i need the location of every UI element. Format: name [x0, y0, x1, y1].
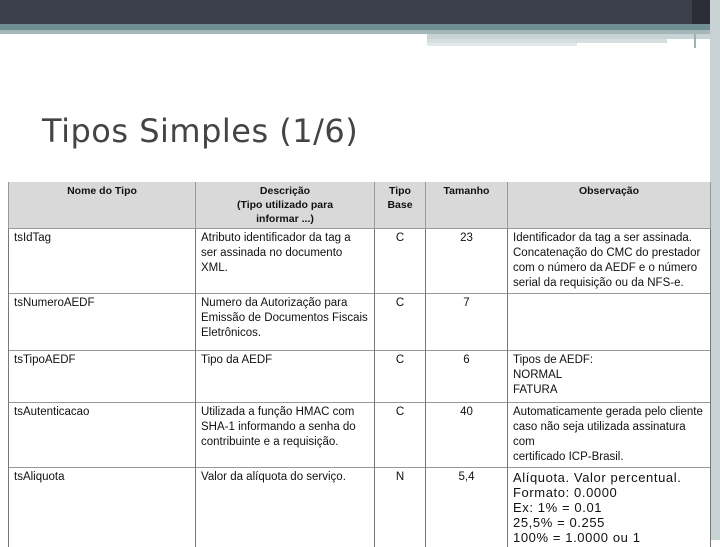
header-observacao: Observação [508, 182, 711, 229]
header-nome: Nome do Tipo [9, 182, 196, 229]
cell-descricao: Utilizada a função HMAC com SHA-1 informando a senha do contribuinte e a requisição. [196, 403, 375, 468]
cell-tamanho: 40 [426, 403, 508, 468]
table-header-row [9, 182, 711, 229]
header-tipo-base: Tipo Base [375, 182, 426, 229]
top-decoration-bar [0, 0, 720, 24]
decoration-accent [427, 43, 577, 46]
cell-observacao: Automaticamente gerada pelo cliente caso não seja utilizada assinatura com certificado ICP-Brasil. [508, 403, 711, 468]
table-row [9, 351, 711, 403]
table-row [9, 468, 711, 547]
table-row [9, 403, 711, 468]
cell-tipo-base: C [375, 351, 426, 403]
cell-nome: tsIdTag [9, 229, 196, 294]
slide-title: Tipos Simples (1/6) [42, 112, 358, 150]
cell-descricao: Numero da Autorização para Emissão de Documentos Fiscais Eletrônicos. [196, 294, 375, 351]
types-table [8, 182, 711, 547]
cell-tamanho: 23 [426, 229, 508, 294]
cell-nome: tsAliquota [9, 468, 196, 547]
cell-observacao: Tipos de AEDF: NORMAL FATURA [508, 351, 711, 403]
table-row [9, 294, 711, 351]
cell-nome: tsAutenticacao [9, 403, 196, 468]
cell-nome: tsNumeroAEDF [9, 294, 196, 351]
cell-tipo-base: C [375, 229, 426, 294]
cell-descricao: Atributo identificador da tag a ser assinada no documento XML. [196, 229, 375, 294]
decoration-tick [694, 34, 696, 48]
header-tamanho: Tamanho [426, 182, 508, 229]
cell-observacao: Alíquota. Valor percentual. Formato: 0.0000 Ex: 1% = 0.01 25,5% = 0.255 100% = 1.0000 ou 1 [508, 468, 711, 547]
cell-tamanho: 6 [426, 351, 508, 403]
types-table-container [8, 182, 710, 532]
cell-observacao: Identificador da tag a ser assinada. Concatenação do CMC do prestador com o número da AEDF e o número serial da requisição ou da NFS-e. [508, 229, 711, 294]
right-decoration-bar [710, 0, 720, 540]
cell-tipo-base: N [375, 468, 426, 547]
cell-tamanho: 5,4 [426, 468, 508, 547]
cell-tipo-base: C [375, 294, 426, 351]
cell-observacao [508, 294, 711, 351]
cell-tipo-base: C [375, 403, 426, 468]
table-row [9, 229, 711, 294]
header-descricao: Descrição (Tipo utilizado para informar ...) [196, 182, 375, 229]
cell-tamanho: 7 [426, 294, 508, 351]
cell-descricao: Tipo da AEDF [196, 351, 375, 403]
cell-nome: tsTipoAEDF [9, 351, 196, 403]
cell-descricao: Valor da alíquota do serviço. [196, 468, 375, 547]
